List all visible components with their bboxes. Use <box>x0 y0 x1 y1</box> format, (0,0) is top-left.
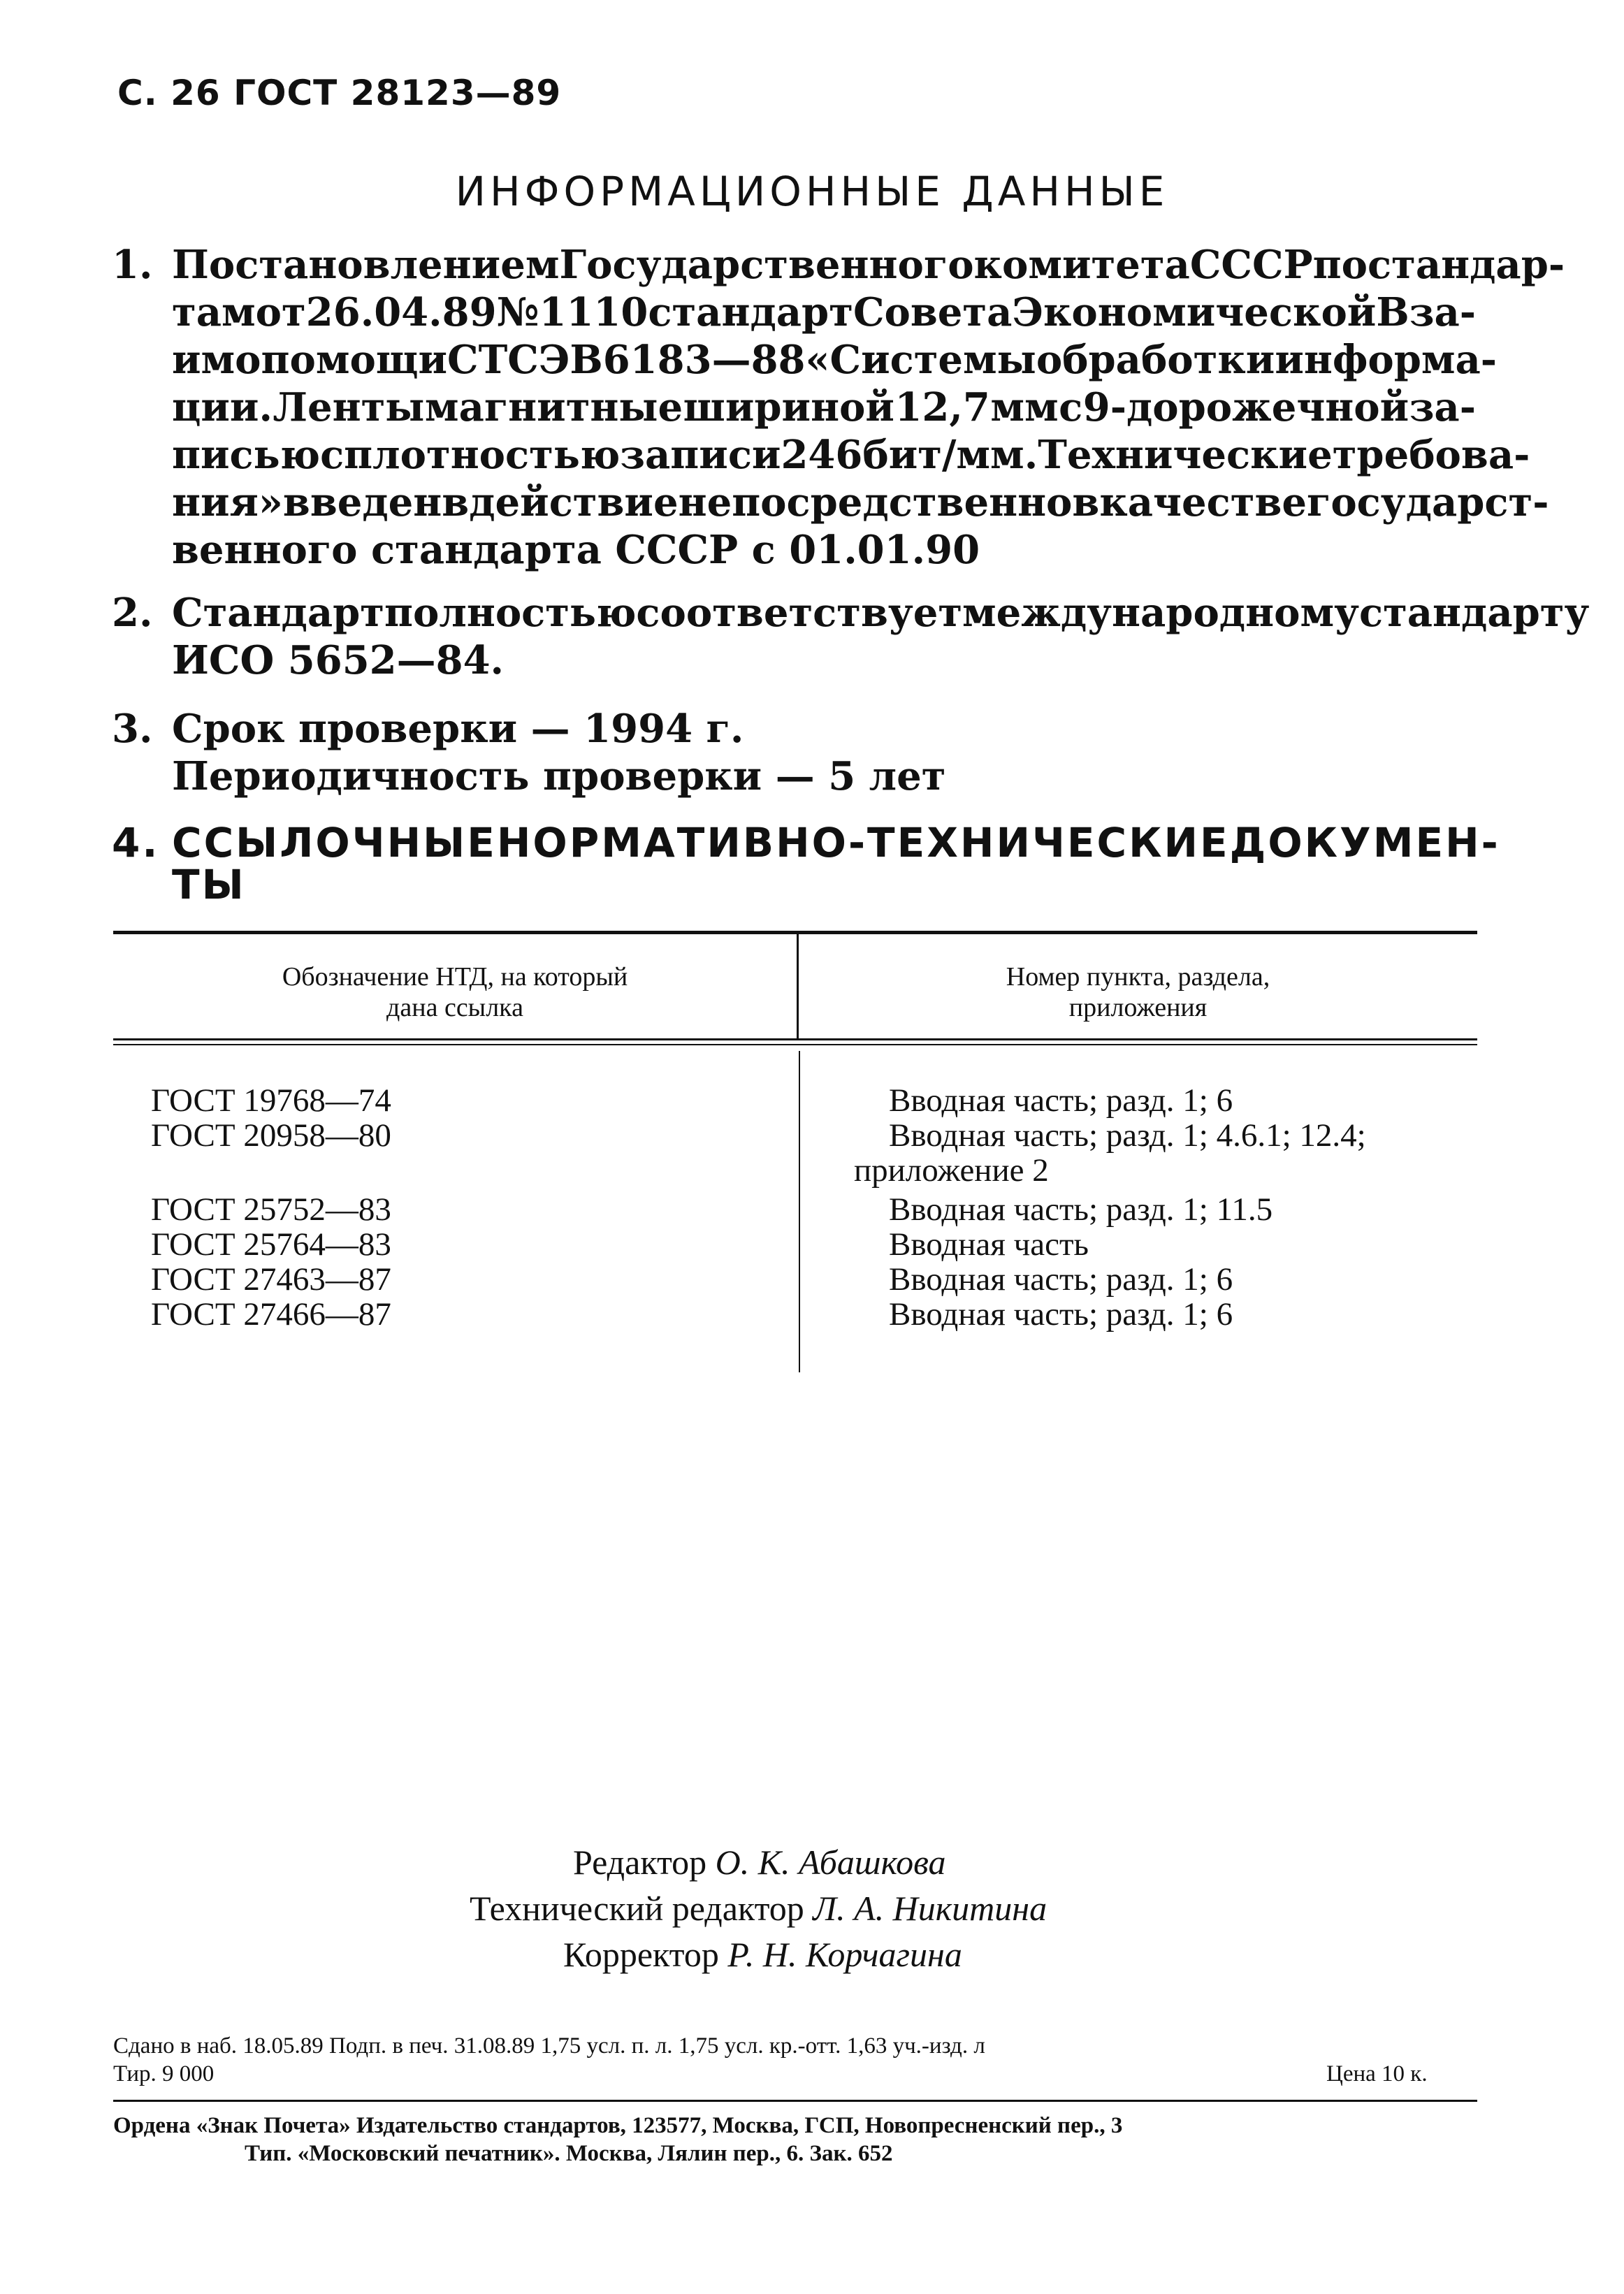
item-1-number: 1. <box>112 242 153 288</box>
credit-editor-name: О. К. Абашкова <box>715 1843 946 1882</box>
table-header-rule-2 <box>113 1044 1477 1045</box>
credit-corrector-role: Корректор <box>563 1935 719 1974</box>
item-4-number: 4. <box>112 819 160 866</box>
credit-corrector <box>563 1934 962 1975</box>
item-3-number: 3. <box>112 706 153 752</box>
table-body-divider <box>799 1051 800 1372</box>
table-row-3-doc: ГОСТ 25752—83 <box>151 1191 391 1228</box>
item-1-line-1: Постановлением Государственного комитета СССР по стандар- <box>172 242 1565 288</box>
credit-tech-editor <box>470 1888 1047 1929</box>
item-2-line-1: Стандарт полностью соответствует международному стандарту <box>172 590 1590 636</box>
item-2-line-2: ИСО 5652—84. <box>172 637 505 683</box>
table-row-1-ref: Вводная часть; разд. 1; 6 <box>889 1082 1233 1119</box>
imprint-price: Цена 10 к. <box>1326 2061 1428 2086</box>
item-3-line-2: Периодичность проверки — 5 лет <box>172 753 946 799</box>
item-1-line-4: ции. Ленты магнитные шириной 12,7 мм с 9-дорожечной за- <box>172 384 1476 430</box>
table-row-6-ref: Вводная часть; разд. 1; 6 <box>889 1296 1233 1333</box>
item-3-line-1: Срок проверки — 1994 г. <box>172 706 744 752</box>
table-row-3-ref: Вводная часть; разд. 1; 11.5 <box>889 1191 1273 1228</box>
item-1-line-3: имопомощи СТ СЭВ 6183—88 «Системы обработки информа- <box>172 337 1498 383</box>
item-4-line-2: ТЫ <box>172 861 246 908</box>
item-1-line-5: писью с плотностью записи 246 бит/мм. Технические требова- <box>172 432 1530 478</box>
item-1-line-6: ния» введен в действие непосредственно в качестве государст- <box>172 479 1549 525</box>
table-row-1-doc: ГОСТ 19768—74 <box>151 1082 391 1119</box>
imprint-line-1: Сдано в наб. 18.05.89 Подп. в печ. 31.08.89 1,75 усл. п. л. 1,75 усл. кр.-отт. 1,63 уч.-изд. л <box>113 2033 985 2059</box>
credit-tech-editor-name: Л. А. Никитина <box>813 1889 1047 1928</box>
page-header: С. 26 ГОСТ 28123—89 <box>117 73 562 113</box>
table-row-2-ref: Вводная часть; разд. 1; 4.6.1; 12.4; <box>889 1117 1366 1154</box>
item-1-line-7: венного стандарта СССР с 01.01.90 <box>172 527 980 573</box>
document-title: ИНФОРМАЦИОННЫЕ ДАННЫЕ <box>455 168 1169 215</box>
table-col2-header-line-2: приложения <box>1068 993 1208 1022</box>
table-row-2-doc: ГОСТ 20958—80 <box>151 1117 391 1154</box>
table-col2-header <box>799 961 1477 1023</box>
table-row-5-ref: Вводная часть; разд. 1; 6 <box>889 1261 1233 1298</box>
credit-editor <box>573 1842 945 1882</box>
table-col1-header <box>113 961 797 1023</box>
item-2-number: 2. <box>112 590 153 636</box>
table-col1-header-line-1: Обозначение НТД, на который <box>282 962 628 992</box>
table-row-4-ref: Вводная часть <box>889 1226 1089 1263</box>
imprint-rule <box>113 2100 1477 2102</box>
table-row-6-doc: ГОСТ 27466—87 <box>151 1296 391 1333</box>
imprint-publisher: Ордена «Знак Почета» Издательство стандартов, 123577, Москва, ГСП, Новопресненский пер., 3 <box>113 2113 1123 2138</box>
table-col2-header-line-1: Номер пункта, раздела, <box>1006 962 1270 992</box>
imprint-printer: Тип. «Московский печатник». Москва, Лялин пер., 6. Зак. 652 <box>245 2141 893 2166</box>
table-row-4-doc: ГОСТ 25764—83 <box>151 1226 391 1263</box>
table-row-2-ref-cont: приложение 2 <box>854 1152 1049 1189</box>
credit-corrector-name: Р. Н. Корчагина <box>727 1935 962 1974</box>
item-4-line-1: ССЫЛОЧНЫЕ НОРМАТИВНО-ТЕХНИЧЕСКИЕ ДОКУМЕН- <box>172 819 1500 866</box>
credit-tech-editor-role: Технический редактор <box>470 1889 804 1928</box>
item-1-line-2: там от 26.04.89 № 1110 стандарт Совета Экономической Вза- <box>172 289 1476 335</box>
imprint-print-run: Тир. 9 000 <box>113 2061 215 2086</box>
credit-editor-role: Редактор <box>573 1843 707 1882</box>
table-row-5-doc: ГОСТ 27463—87 <box>151 1261 391 1298</box>
table-top-rule <box>113 931 1477 934</box>
table-header-rule <box>113 1038 1477 1040</box>
table-col1-header-line-2: дана ссылка <box>386 993 523 1022</box>
